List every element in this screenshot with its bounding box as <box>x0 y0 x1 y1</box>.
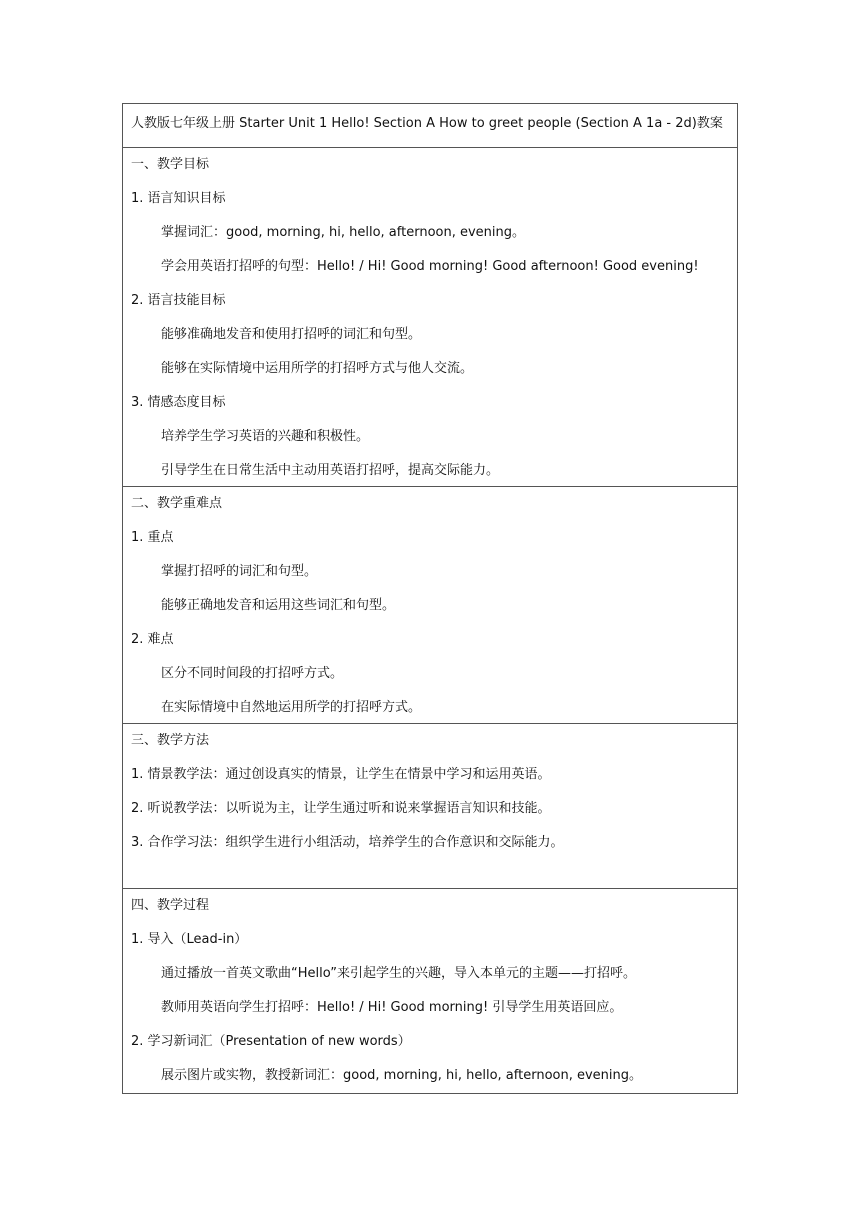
item-label: 1. 语言知识目标 <box>131 191 226 206</box>
item-line: 掌握打招呼的词汇和句型。 <box>161 564 318 579</box>
item-line: 能够正确地发音和运用这些词汇和句型。 <box>161 598 396 613</box>
item-line: 通过播放一首英文歌曲“Hello”来引起学生的兴趣，导入本单元的主题——打招呼。 <box>161 966 636 981</box>
section-key-difficult-points <box>123 487 737 724</box>
item-line: 展示图片或实物，教授新词汇：good, morning, hi, hello, afternoon, evening。 <box>161 1068 643 1083</box>
item-line: 掌握词汇：good, morning, hi, hello, afternoon, evening。 <box>161 225 526 240</box>
item-line: 教师用英语向学生打招呼：Hello! / Hi! Good morning! 引导学生用英语回应。 <box>161 1000 623 1015</box>
item-label: 2. 学习新词汇（Presentation of new words） <box>131 1034 411 1049</box>
section-heading: 一、教学目标 <box>131 157 210 172</box>
item-label: 1. 情景教学法：通过创设真实的情景，让学生在情景中学习和运用英语。 <box>131 767 551 782</box>
item-label: 1. 导入（Lead-in） <box>131 932 248 947</box>
item-label: 1. 重点 <box>131 530 174 545</box>
section-heading: 三、教学方法 <box>131 733 210 748</box>
item-label: 2. 难点 <box>131 632 174 647</box>
item-line: 能够在实际情境中运用所学的打招呼方式与他人交流。 <box>161 361 474 376</box>
item-line: 在实际情境中自然地运用所学的打招呼方式。 <box>161 700 422 715</box>
section-heading: 四、教学过程 <box>131 898 210 913</box>
section-teaching-objectives <box>123 148 737 487</box>
section-teaching-methods <box>123 724 737 889</box>
item-label: 3. 情感态度目标 <box>131 395 226 410</box>
item-line: 学会用英语打招呼的句型：Hello! / Hi! Good morning! Good afternoon! Good evening! <box>161 259 699 274</box>
item-line: 引导学生在日常生活中主动用英语打招呼，提高交际能力。 <box>161 463 500 478</box>
item-line: 区分不同时间段的打招呼方式。 <box>161 666 344 681</box>
item-label: 3. 合作学习法：组织学生进行小组活动，培养学生的合作意识和交际能力。 <box>131 835 564 850</box>
table-title-cell <box>123 104 737 148</box>
section-teaching-process <box>123 889 737 1093</box>
item-line: 培养学生学习英语的兴趣和积极性。 <box>161 429 370 444</box>
item-label: 2. 听说教学法：以听说为主，让学生通过听和说来掌握语言知识和技能。 <box>131 801 551 816</box>
section-heading: 二、教学重难点 <box>131 496 223 511</box>
document-title: 人教版七年级上册 Starter Unit 1 Hello! Section A How to greet people (Section A 1a - 2d)教案 <box>131 116 723 131</box>
lesson-plan-table <box>122 103 738 1094</box>
item-label: 2. 语言技能目标 <box>131 293 226 308</box>
item-line: 能够准确地发音和使用打招呼的词汇和句型。 <box>161 327 422 342</box>
